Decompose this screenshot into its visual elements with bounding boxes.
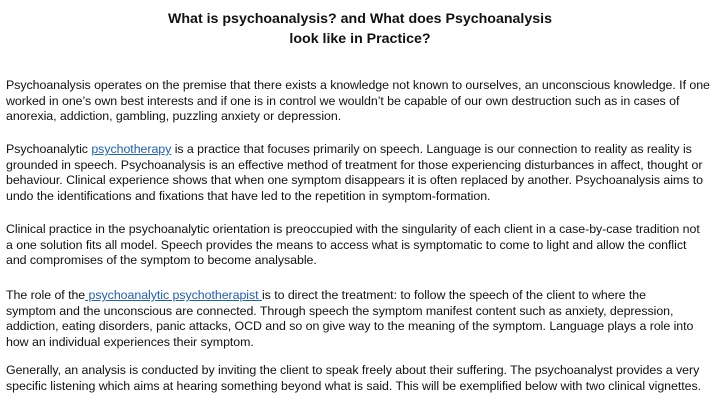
text-line: a one solution fits all model. Speech provides the means to access what is symptomatic to come to light and allow the conflict xyxy=(6,237,687,252)
paragraph-role xyxy=(6,288,716,350)
paragraph-psychotherapy xyxy=(6,142,716,204)
text-line: Clinical practice in the psychoanalytic orientation is preoccupied with the singularity of each client in a case-by-case tradition not xyxy=(6,222,700,236)
text-line: specific listening which aims at hearing something beyond what is said. This will be exemplified below with two clinical vignettes. xyxy=(6,378,702,393)
paragraph-premise xyxy=(6,78,716,125)
text-line: undo the identifications and fixations that have led to the repetition in symptom-formation. xyxy=(6,188,491,203)
text-line xyxy=(6,288,716,304)
paragraph-analysis xyxy=(6,363,716,394)
text-line: symptom and the unconscious are connected. Through speech the symptom manifest content such as anxiety, depression, xyxy=(6,303,674,318)
text-line: addiction, eating disorders, panic attacks, OCD and so on give way to the meaning of the symptom. Language plays a role into xyxy=(6,319,694,334)
text-fragment: is a practice that focuses primarily on speech. Language is our connection to reality as reality is xyxy=(171,142,692,156)
title-line-2: look like in Practice? xyxy=(289,31,431,47)
text-line: Psychoanalysis operates on the premise that there exists a knowledge not known to ourselves, an unconscious knowledge. If one xyxy=(6,78,710,92)
text-line: grounded in speech. Psychoanalysis is an effective method of treatment for those experiencing disturbances in affect, thought or xyxy=(6,157,703,172)
text-line: Generally, an analysis is conducted by inviting the client to speak freely about their suffering. The psychoanalyst provides a very xyxy=(6,363,700,377)
text-line: how an individual experiences their symptom. xyxy=(6,334,254,349)
text-fragment: is to direct the treatment: to follow the speech of the client to where the xyxy=(261,288,646,302)
text-fragment: Psychoanalytic xyxy=(6,142,92,156)
psychotherapist-link[interactable]: psychoanalytic psychotherapist xyxy=(85,288,262,302)
text-line: anorexia, addiction, gambling, puzzling anxiety or depression. xyxy=(6,109,342,124)
page-title xyxy=(0,9,720,49)
title-line-1: What is psychoanalysis? and What does Psychoanalysis xyxy=(168,11,552,27)
text-line: and compromises of the symptom to become analysable. xyxy=(6,253,317,268)
text-line: behaviour. Clinical experience shows that when one symptom disappears it is often replaced by another. Psychoanalysis aims to xyxy=(6,173,703,188)
psychotherapy-link[interactable]: psychotherapy xyxy=(91,142,172,156)
text-line: worked in one’s own best interests and if one is in control we wouldn’t be capable of our own destruction such as in cases of xyxy=(6,93,680,108)
paragraph-clinical-practice xyxy=(6,222,716,269)
text-fragment: The role of the xyxy=(6,288,86,302)
text-line xyxy=(6,142,716,158)
